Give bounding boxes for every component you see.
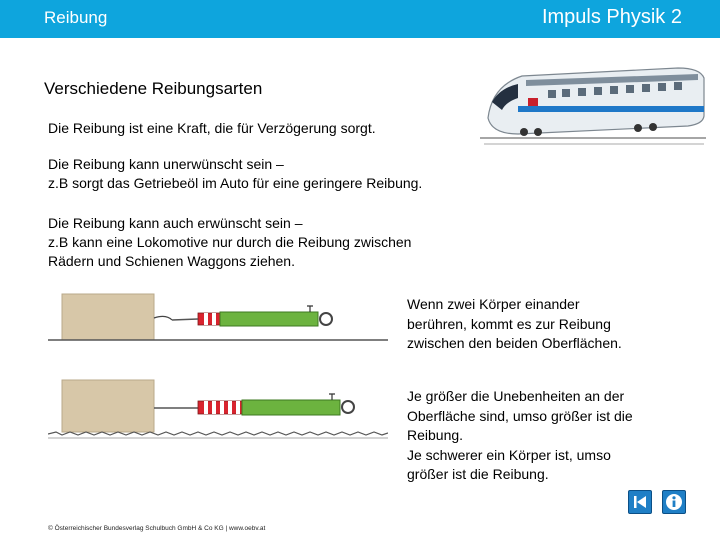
back-button[interactable]: [628, 490, 652, 514]
friction-figure-rough: [48, 378, 388, 446]
pull-ring: [342, 401, 354, 413]
info-icon: [663, 491, 685, 513]
paragraph-line: Die Reibung kann auch erwünscht sein –: [48, 215, 303, 231]
info-button[interactable]: [662, 490, 686, 514]
caption-line: berühren, kommt es zur Reibung: [407, 315, 611, 332]
back-icon: [629, 491, 651, 513]
caption-contact: [407, 295, 622, 354]
header-bar: [0, 0, 720, 38]
pull-ring: [320, 313, 332, 325]
paragraph-definition: [48, 119, 376, 138]
wooden-block: [62, 294, 154, 340]
chapter-title: Reibung: [44, 8, 108, 27]
paragraph-line: Die Reibung kann unerwünscht sein –: [48, 156, 284, 172]
caption-line: Je größer die Unebenheiten an der: [407, 388, 625, 404]
paragraph-line: Rädern und Schienen Waggons ziehen.: [48, 253, 295, 269]
copyright-footer: © Österreichischer Bundesverlag Schulbuch GmbH & Co KG | www.oebv.at: [48, 525, 266, 532]
spring-scale-marker: [198, 313, 220, 325]
wooden-block: [62, 380, 154, 432]
caption-line: größer ist die Reibung.: [407, 466, 549, 482]
caption-line: Wenn zwei Körper einander: [407, 296, 580, 312]
caption-line: Je schwerer ein Körper ist, umso: [407, 446, 611, 463]
friction-figure-smooth: [48, 290, 388, 350]
caption-line: Oberfläche sind, umso größer ist die: [407, 407, 633, 424]
train-illustration: [478, 58, 708, 148]
paragraph-line: z.B sorgt das Getriebeöl im Auto für eine geringere Reibung.: [48, 175, 423, 191]
spring-scale-body: [220, 312, 318, 326]
caption-line: Reibung.: [407, 427, 464, 443]
book-title: Impuls Physik 2: [541, 6, 682, 28]
section-title: Verschiedene Reibungsarten: [44, 79, 263, 98]
spring-scale-body: [242, 400, 340, 415]
caption-line: zwischen den beiden Oberflächen.: [407, 335, 622, 351]
paragraph-line: z.B kann eine Lokomotive nur durch die Reibung zwischen: [48, 234, 412, 250]
paragraph-wanted: [48, 214, 411, 271]
paragraph-line: Die Reibung ist eine Kraft, die für Verzögerung sorgt.: [48, 120, 376, 136]
paragraph-unwanted: [48, 155, 422, 193]
caption-roughness: [407, 387, 633, 485]
